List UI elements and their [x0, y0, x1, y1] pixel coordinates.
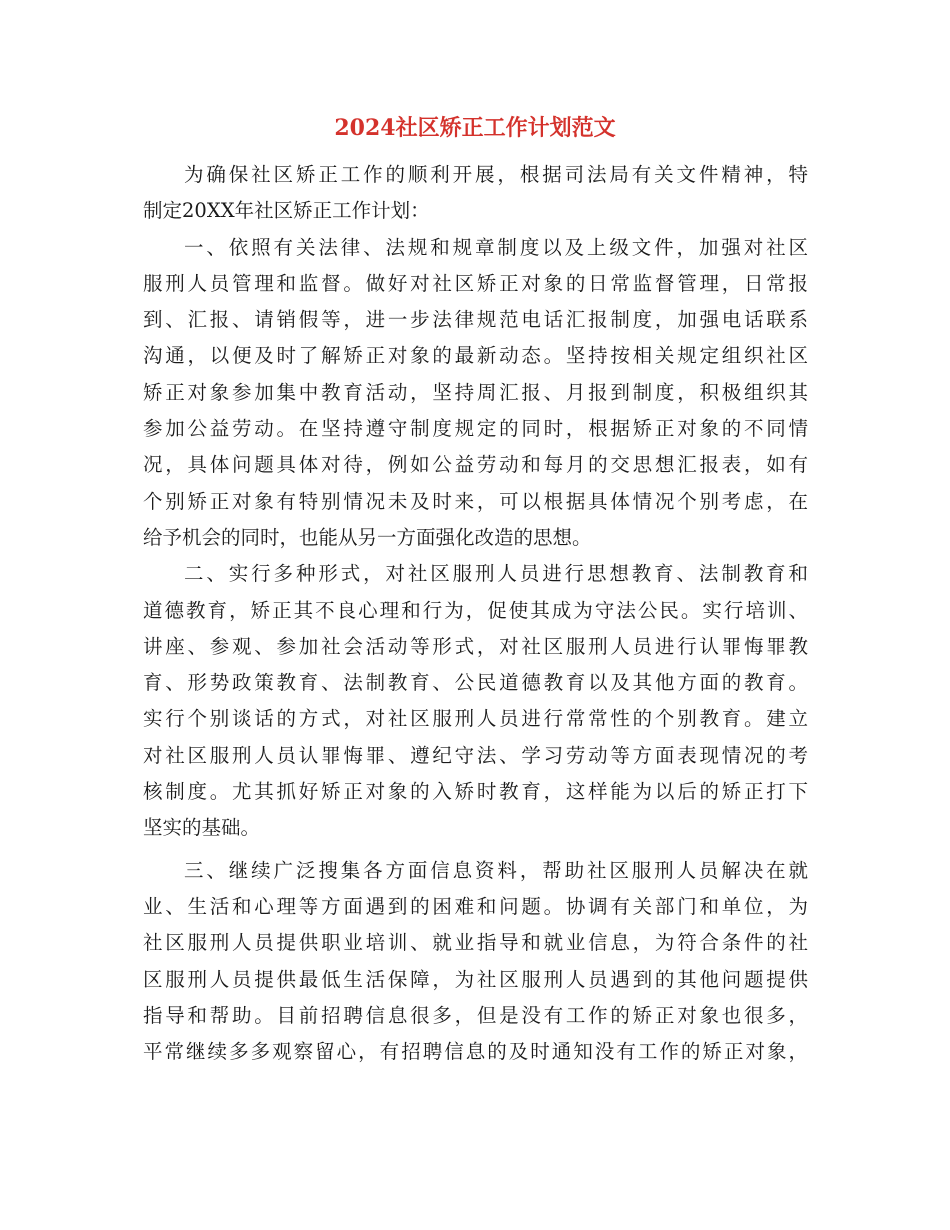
text-line: 育、形势政策教育、法制教育、公民道德教育以及其他方面的教育。 — [143, 671, 808, 695]
text-line: 核制度。尤其抓好矫正对象的入矫时教育，这样能为以后的矫正打下 — [143, 780, 808, 804]
text-line: 给予机会的同时，也能从另一方面强化改造的思想。 — [143, 525, 592, 549]
text-line: 服刑人员管理和监督。做好对社区矫正对象的日常监督管理，日常报 — [143, 271, 808, 295]
text-line: 二、实行多种形式，对社区服刑人员进行思想教育、法制教育和 — [184, 562, 808, 586]
text-line: 道德教育，矫正其不良心理和行为，促使其成为守法公民。实行培训、 — [143, 598, 808, 622]
text-line: 到、汇报、请销假等，进一步法律规范电话汇报制度，加强电话联系 — [143, 308, 808, 332]
text-line: 区服刑人员提供最低生活保障，为社区服刑人员遇到的其他问题提供 — [143, 967, 808, 991]
text-line: 沟通，以便及时了解矫正对象的最新动态。坚持按相关规定组织社区 — [143, 344, 808, 368]
paragraph-section-one — [143, 230, 808, 557]
text-line: 实行个别谈话的方式，对社区服刑人员进行常常性的个别教育。建立 — [143, 707, 808, 731]
text-line: 况，具体问题具体对待，例如公益劳动和每月的交思想汇报表，如有 — [143, 453, 808, 477]
text-line: 讲座、参观、参加社会活动等形式，对社区服刑人员进行认罪悔罪教 — [143, 634, 808, 658]
text-line: 个别矫正对象有特别情况未及时来，可以根据具体情况个别考虑，在 — [143, 489, 808, 513]
text-line: 指导和帮助。目前招聘信息很多，但是没有工作的矫正对象也很多， — [143, 1003, 808, 1027]
text-line: 三、继续广泛搜集各方面信息资料，帮助社区服刑人员解决在就 — [184, 858, 808, 882]
text-line: 矫正对象参加集中教育活动，坚持周汇报、月报到制度，积极组织其 — [143, 380, 808, 404]
text-line: 平常继续多多观察留心，有招聘信息的及时通知没有工作的矫正对象， — [143, 1040, 808, 1064]
document-title: 2024社区矫正工作计划范文 — [334, 115, 616, 141]
text-line: 社区服刑人员提供职业培训、就业指导和就业信息，为符合条件的社 — [143, 931, 808, 955]
paragraph-section-three — [143, 853, 808, 1071]
text-line: 业、生活和心理等方面遇到的困难和问题。协调有关部门和单位，为 — [143, 894, 808, 918]
text-line: 一、依照有关法律、法规和规章制度以及上级文件，加强对社区 — [184, 235, 808, 259]
paragraph-section-two — [143, 556, 808, 846]
document-body — [143, 157, 808, 1070]
text-line: 坚实的基础。 — [143, 816, 261, 840]
text-line: 制定20XX年社区矫正工作计划： — [143, 199, 430, 223]
paragraph-intro — [143, 157, 808, 230]
text-line: 参加公益劳动。在坚持遵守制度规定的同时，根据矫正对象的不同情 — [143, 417, 808, 441]
text-line: 对社区服刑人员认罪悔罪、遵纪守法、学习劳动等方面表现情况的考 — [143, 743, 808, 767]
text-line: 为确保社区矫正工作的顺利开展，根据司法局有关文件精神，特 — [184, 163, 808, 186]
